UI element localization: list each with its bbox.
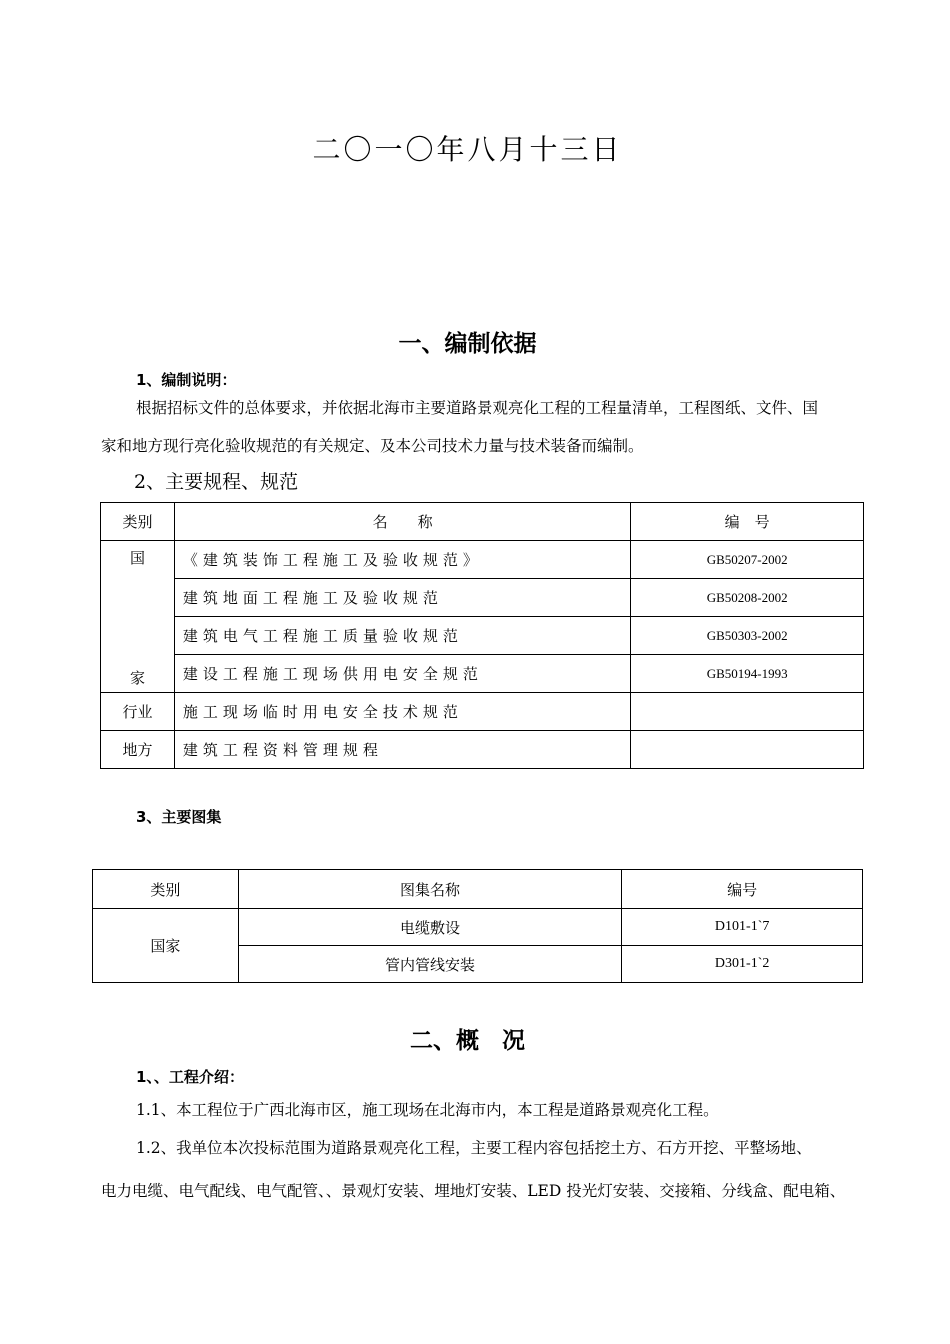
category-national-top: 国 — [129, 549, 145, 567]
paragraph-line: 1.2、我单位本次投标范围为道路景观亮化工程，主要工程内容包括挖土方、石方开挖、平整场地、 — [136, 1139, 812, 1157]
standard-code: GB50207-2002 — [631, 541, 864, 579]
subheading-explanation: 1、编制说明： — [136, 371, 237, 389]
cover-date: 二〇一〇年八月十三日 — [312, 133, 623, 166]
standard-name: 施工现场临时用电安全技术规范 — [174, 693, 630, 731]
table-row — [101, 693, 864, 731]
standards-table — [100, 502, 864, 769]
paragraph-line: 根据招标文件的总体要求，并依据北海市主要道路景观亮化工程的工程量清单，工程图纸、文件、国 — [136, 399, 819, 417]
table-header-row — [101, 503, 864, 541]
paragraph-line: 1.1、本工程位于广西北海市区，施工现场在北海市内，本工程是道路景观亮化工程。 — [136, 1101, 719, 1119]
paragraph-line: 家和地方现行亮化验收规范的有关规定、及本公司技术力量与技术装备而编制。 — [101, 437, 644, 455]
header-atlas-name: 图集名称 — [238, 870, 621, 909]
subheading-atlas: 3、主要图集 — [136, 808, 222, 826]
subheading-project-intro: 1、、工程介绍： — [136, 1068, 244, 1086]
table-row — [101, 731, 864, 769]
paragraph-line: 电力电缆、电气配线、电气配管、、景观灯安装、埋地灯安装、LED 投光灯安装、交接箱、分线盒、配电箱、 — [101, 1182, 846, 1200]
table-row — [101, 541, 864, 579]
standard-name: 建筑地面工程施工及验收规范 — [174, 579, 630, 617]
category-national: 国家 — [93, 909, 239, 983]
header-code: 编 号 — [631, 503, 864, 541]
table-row — [93, 909, 863, 946]
standard-name: 建筑电气工程施工质量验收规范 — [174, 617, 630, 655]
standard-code — [631, 693, 864, 731]
table-row — [101, 617, 864, 655]
table-row — [101, 655, 864, 693]
section-title-overview: 二、概 况 — [410, 1028, 525, 1054]
category-national-bottom: 家 — [129, 669, 145, 687]
category-national — [101, 541, 175, 693]
category-local: 地方 — [101, 731, 175, 769]
standard-code: GB50194-1993 — [631, 655, 864, 693]
header-code: 编号 — [622, 870, 863, 909]
standard-name: 建设工程施工现场供用电安全规范 — [174, 655, 630, 693]
atlas-table — [92, 869, 863, 983]
table-row — [101, 579, 864, 617]
section-title-basis: 一、编制依据 — [398, 331, 537, 357]
header-name: 名 称 — [174, 503, 630, 541]
atlas-code: D101-1`7 — [622, 909, 863, 946]
standard-code: GB50208-2002 — [631, 579, 864, 617]
standard-name: 《建筑装饰工程施工及验收规范》 — [174, 541, 630, 579]
header-category: 类别 — [93, 870, 239, 909]
standard-name: 建筑工程资料管理规程 — [174, 731, 630, 769]
header-category: 类别 — [101, 503, 175, 541]
category-industry: 行业 — [101, 693, 175, 731]
atlas-name: 管内管线安装 — [238, 946, 621, 983]
atlas-code: D301-1`2 — [622, 946, 863, 983]
subheading-standards: 2、主要规程、规范 — [134, 471, 299, 493]
table-header-row — [93, 870, 863, 909]
standard-code — [631, 731, 864, 769]
standard-code: GB50303-2002 — [631, 617, 864, 655]
atlas-name: 电缆敷设 — [238, 909, 621, 946]
